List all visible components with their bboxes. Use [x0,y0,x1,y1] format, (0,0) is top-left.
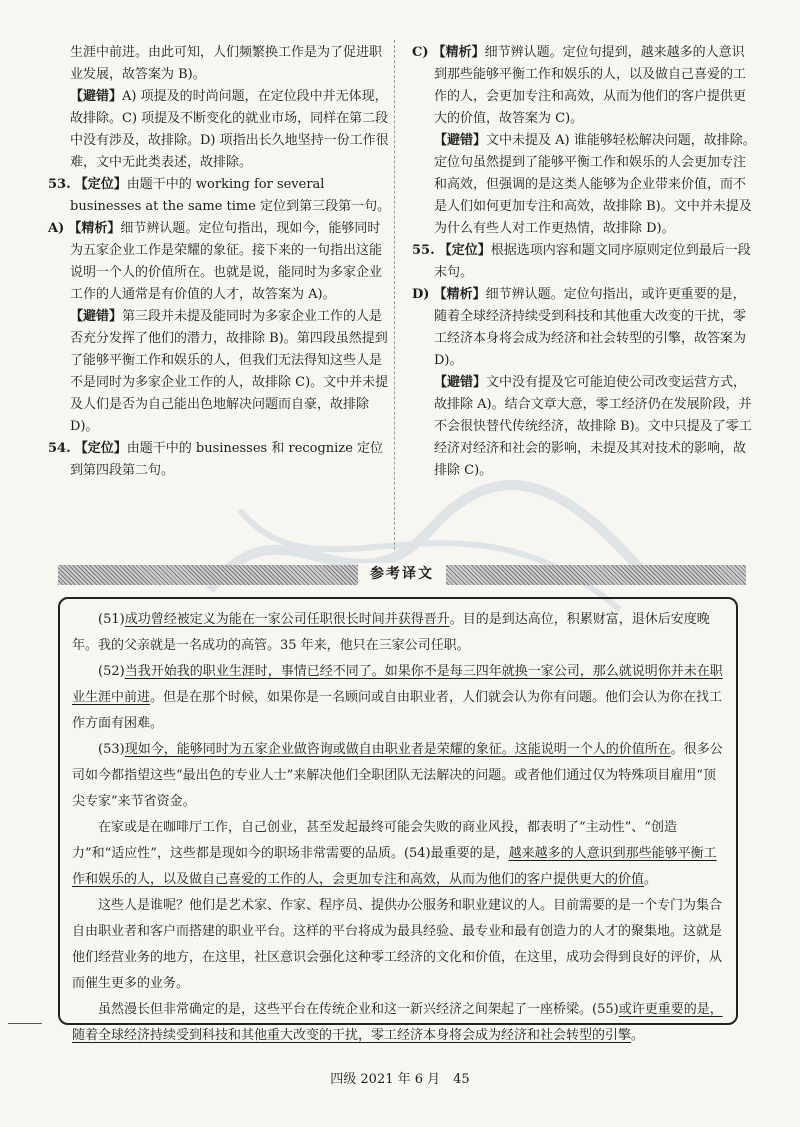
translation-paragraph-3 [72,737,724,815]
question-number: 55. [412,243,435,258]
underlined-text: 越来越多的人意识到那些能够平衡工作和娱乐的人，以及做自己喜爱的工作的人，会更加专注和高效，从而为他们的客户提供更大的价值 [72,846,717,887]
text: 在家或是在咖啡厅工作，自己创业，甚至发起最终可能会失败的商业风投，都表明了“主动性”、“创造力”和“适应性”，这些都是现如今的职场非常需要的品质。(54)最重要的是， [72,820,677,861]
text: 。 [644,872,658,887]
locate-text: 由题干中的 businesses 和 recognize 定位到第四段第二句。 [70,441,384,478]
right-column [412,42,757,482]
error-tag: 【避错】 [434,375,487,390]
underlined-text: 当我开始我的职业生涯时，事情已经不同了。如果你不是每三四年就换一家公司，那么就说明你并未在职业生涯中前进 [72,664,723,705]
translation-box [58,597,738,1043]
question-number: 53. [48,177,71,192]
section-banner [58,565,746,585]
translation-paragraph-1 [72,607,724,659]
locate-text: 由题干中的 working for several businesses at the same time 定位到第三段第一句。 [70,177,391,214]
margin-rule [8,1023,42,1024]
q55-error-note [412,372,757,482]
analysis-text: 细节辨认题。定位句指出，或许更重要的是，随着全球经济持续受到科技和其他重大改变的干扰，零工经济本身将会成为经济和社会转型的引擎，故答案为 D)。 [434,287,747,368]
locate-text: 根据选项内容和题文同序原则定位到最后一段末句。 [434,243,751,280]
error-tag: 【避错】 [70,309,123,324]
q55-analysis [412,284,757,372]
error-text: 第三段并未提及能同时为多家企业工作的人是否充分发挥了他们的潜力，故排除 B)。第四段虽然提到了能够平衡工作和娱乐的人，但我们无法得知这些人是不是同时为多家企业工作的人，故排除 C)。文中并未提及人们是否为自己能出色地解决问题而自豪，故排除 D)。 [70,309,389,434]
text: 。目的是到达高位，积累财富，退休后安度晚年。我的父亲就是一名成功的高管。35 年来，他只在三家公司任职。 [72,612,710,653]
section-title: 参考译文 [358,563,446,585]
analysis-tag: 【精析】 [433,287,486,302]
column-divider [394,40,396,550]
translation-paragraph-2 [72,659,724,737]
text: 。 [631,1028,645,1043]
page-footer: 四级 2021 年 6 月 45 [330,1072,470,1087]
underlined-text: 现如今，能够同时为五家企业做咨询或做自由职业者是荣耀的象征。这能说明一个人的价值所在 [124,742,671,757]
q52-continuation: 生涯中前进。由此可知，人们频繁换工作是为了促进职业发展，故答案为 B)。 [70,45,383,82]
q52-error-note [48,86,393,174]
q55-locate [412,240,757,284]
locate-tag: 【定位】 [438,243,491,258]
q53-analysis [48,218,393,306]
answer-letter: D) [412,287,430,302]
answer-letter: A) [48,221,65,236]
translation-paragraph-5: 这些人是谁呢？他们是艺术家、作家、程序员、提供办公服务和职业建议的人。目前需要的是一个专门为集合自由职业者和客户而搭建的职业平台。这样的平台将成为最具经验、最专业和最有创造力的人才的聚集地。这就是他们经营业务的地方，在这里，社区意识会强化这种零工经济的文化和价值，在这里，成功会得到良好的评价，从而催生更多的业务。 [72,898,723,991]
error-tag: 【避错】 [70,89,123,104]
error-text: A) 项提及的时尚问题，在定位段中并无体现，故排除。C) 项提及不断变化的就业市场，同样在第二段中没有涉及，故排除。D) 项指出长久地坚持一份工作很难，文中无此类表述，故排除。 [70,89,389,170]
analysis-text: 细节辨认题。定位句提到，越来越多的人意识到那些能够平衡工作和娱乐的人，以及做自己喜爱的工作的人，会更加专注和高效，从而为他们的客户提供更大的价值，故答案为 C)。 [434,45,747,126]
error-text: 文中未提及 A) 谁能够轻松解决问题，故排除。定位句虽然提到了能够平衡工作和娱乐的人会更加专注和高效，但强调的是这类人能够为企业带来价值，而不是人们如何更加专注和高效，故排除 B)。文中并未提及为什么有些人对工作更热情，故排除 D)。 [434,133,756,236]
translation-paragraph-4 [72,815,724,893]
locate-tag: 【定位】 [74,177,127,192]
q54-error-note [412,130,757,240]
marker: (53) [98,742,125,757]
error-text: 文中没有提及它可能迫使公司改变运营方式，故排除 A)。结合文章大意，零工经济仍在发展阶段，并不会很快替代传统经济，故排除 B)。文中只提及了零工经济对经济和社会的影响，未提及其对技术的影响，故排除 C)。 [434,375,752,478]
q54-locate [48,438,393,482]
q54-analysis [412,42,757,130]
q53-error-note [48,306,393,438]
question-number: 54. [48,441,71,456]
marker: (51) [98,612,125,627]
q53-locate [48,174,393,218]
locate-tag: 【定位】 [74,441,127,456]
underlined-text: 或许更重要的是，随着全球经济持续受到科技和其他重大改变的干扰，零工经济本身将会成为经济和社会转型的引擎 [72,1002,723,1043]
text: 。很多公司如今都指望这些“最出色的专业人士”来解决他们全职团队无法解决的问题。或者他们通过仅为特殊项目雇用“顶尖专家”来节省资金。 [72,742,723,809]
answer-letter: C) [412,45,429,60]
marker: (52) [98,664,125,679]
analysis-tag: 【精析】 [68,221,121,236]
underlined-text: 成功曾经被定义为能在一家公司任职很长时间并获得晋升 [124,612,450,627]
text: 虽然漫长但非常确定的是，这些平台在传统企业和这一新兴经济之间架起了一座桥梁。(55) [98,1002,619,1017]
translation-paragraph-6 [72,997,724,1049]
analysis-tag: 【精析】 [432,45,485,60]
error-tag: 【避错】 [434,133,487,148]
text: 。但是在那个时候，如果你是一名顾问或自由职业者，人们就会认为你有问题。他们会认为你在找工作方面有困难。 [72,690,723,731]
left-column [48,42,393,482]
analysis-text: 细节辨认题。定位句指出，现如今，能够同时为五家企业工作是荣耀的象征。接下来的一句指出这能说明一个人的价值所在。也就是说，能同时为多家企业工作的人通常是有价值的人才，故答案为 A)。 [70,221,383,302]
